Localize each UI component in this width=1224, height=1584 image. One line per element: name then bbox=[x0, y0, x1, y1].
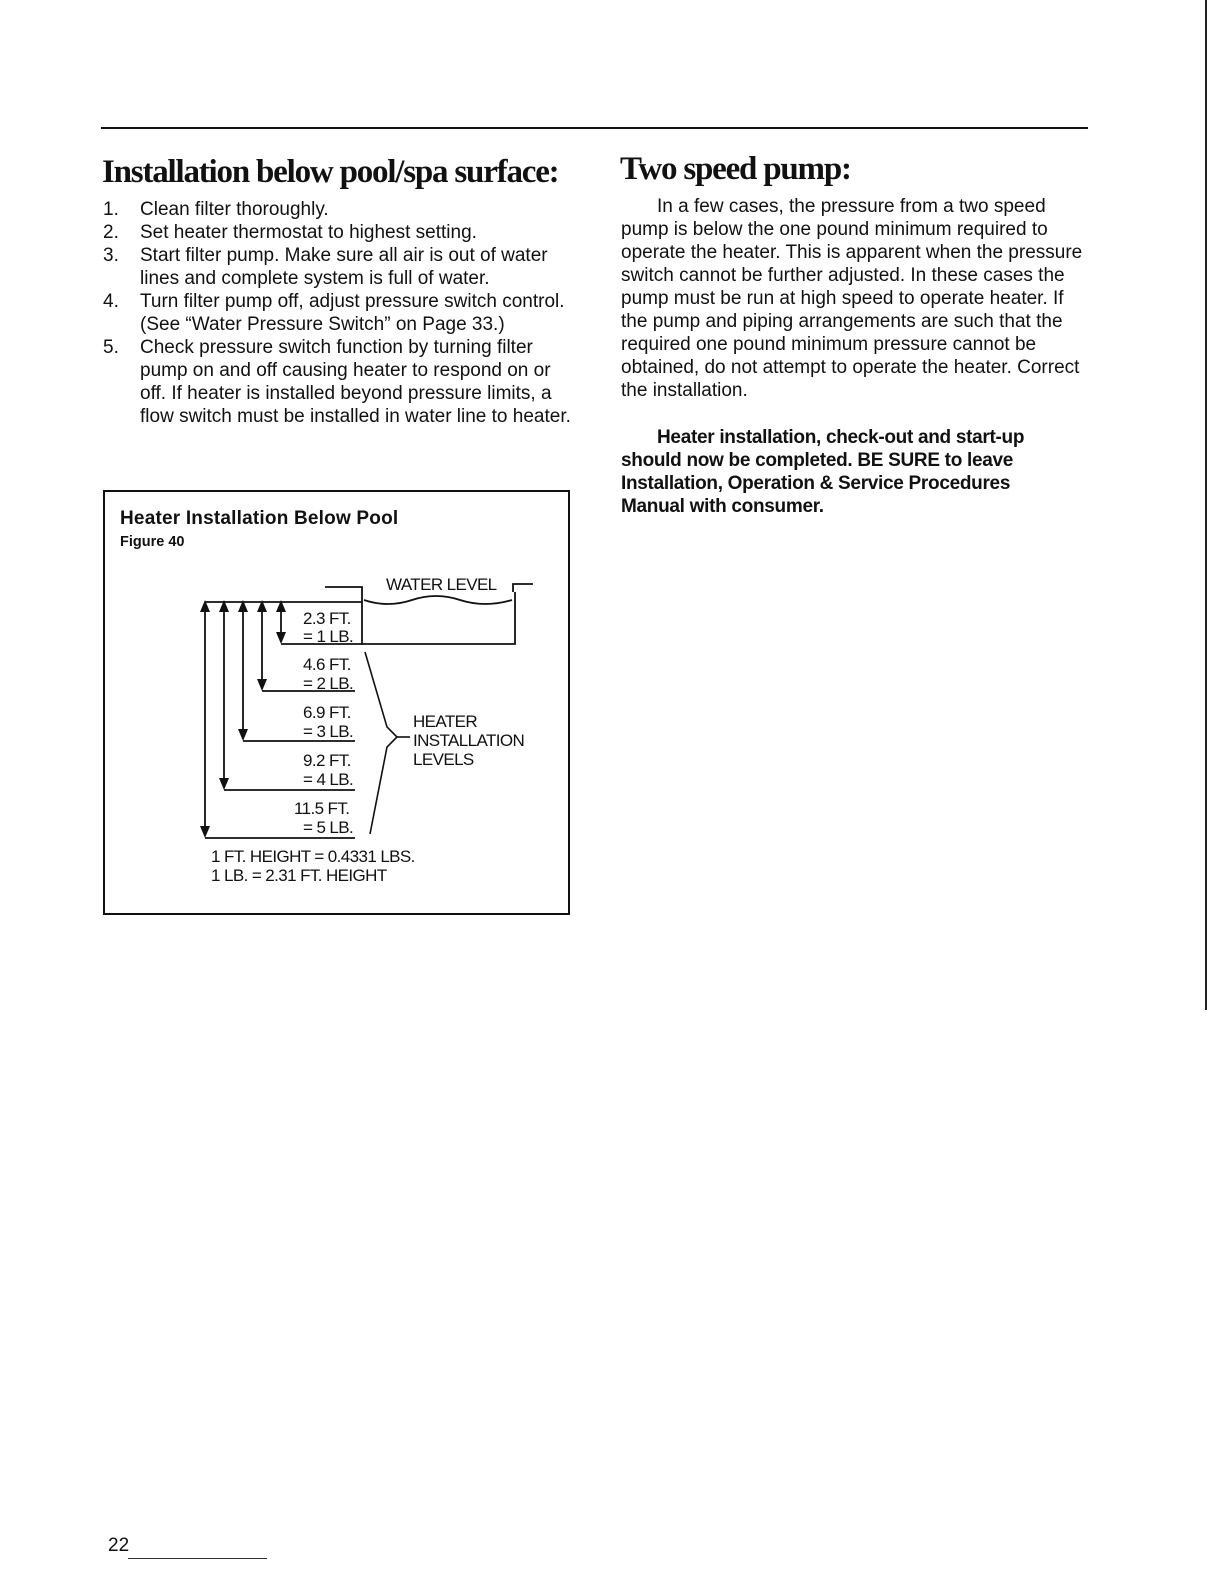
installation-steps-list bbox=[103, 198, 573, 428]
completion-notice: Heater installation, check-out and start-up should now be completed. BE SURE to leave Installation, Operation & Service Procedures Manual with consumer. bbox=[621, 427, 1025, 517]
figure-number: Figure 40 bbox=[120, 534, 185, 550]
level-5-ft: 11.5 FT. bbox=[294, 799, 350, 818]
step-text: Check pressure switch function by turning filter pump on and off causing heater to respond on or off. If heater is installed beyond pressure limits, a flow switch must be installed in water line to heater. bbox=[140, 337, 571, 427]
page-number: 22 bbox=[108, 1535, 130, 1556]
conversion-note-ft: 1 FT. HEIGHT = 0.4331 LBS. bbox=[211, 847, 415, 866]
list-item bbox=[103, 290, 573, 336]
footer-rule bbox=[128, 1558, 267, 1559]
heater-label-line-1: HEATER bbox=[413, 712, 478, 731]
two-speed-pump-paragraph: In a few cases, the pressure from a two speed pump is below the one pound minimum required to operate the heater. This is apparent when the pressure switch cannot be further adjusted. In these cases the pump must be run at high speed to operate heater. If the pump and piping arrangements are such that the required one pound minimum pressure cannot be obtained, do not attempt to operate the heater. Correct the installation. bbox=[621, 196, 1083, 401]
header-rule bbox=[101, 127, 1088, 129]
level-3-ft: 6.9 FT. bbox=[303, 703, 351, 722]
step-number: 3. bbox=[103, 245, 119, 266]
step-text: Clean filter thoroughly. bbox=[140, 199, 329, 220]
level-2-ft: 4.6 FT. bbox=[303, 655, 351, 674]
section-heading-two-speed-pump: Two speed pump: bbox=[620, 151, 851, 187]
heater-level-diagram bbox=[105, 492, 572, 917]
step-number: 1. bbox=[103, 199, 119, 220]
page-edge-rule bbox=[1205, 0, 1207, 1010]
step-number: 5. bbox=[103, 337, 119, 358]
level-4-ft: 9.2 FT. bbox=[303, 751, 351, 770]
step-text: Set heater thermostat to highest setting. bbox=[140, 222, 477, 243]
heater-label-line-3: LEVELS bbox=[413, 750, 474, 769]
level-2-lb: = 2 LB. bbox=[303, 674, 354, 693]
conversion-note-lb: 1 LB. = 2.31 FT. HEIGHT bbox=[211, 866, 387, 885]
step-text: Turn filter pump off, adjust pressure switch control. (See “Water Pressure Switch” on Page 33.) bbox=[140, 291, 565, 335]
heater-level-bracket bbox=[365, 652, 397, 834]
step-text: Start filter pump. Make sure all air is out of water lines and complete system is full of water. bbox=[140, 245, 548, 289]
section-heading-below-surface: Installation below pool/spa surface: bbox=[102, 154, 559, 190]
figure-title: Heater Installation Below Pool bbox=[120, 508, 399, 529]
step-number: 2. bbox=[103, 222, 119, 243]
water-level-label: WATER LEVEL bbox=[386, 575, 497, 594]
depth-arrows bbox=[205, 606, 281, 834]
level-4-lb: = 4 LB. bbox=[303, 770, 354, 789]
figure-40-box bbox=[103, 490, 570, 915]
list-item bbox=[103, 244, 573, 290]
level-1-lb: = 1 LB. bbox=[303, 627, 354, 646]
heater-label-line-2: INSTALLATION bbox=[413, 731, 525, 750]
list-item bbox=[103, 221, 573, 244]
level-3-lb: = 3 LB. bbox=[303, 722, 354, 741]
level-1-ft: 2.3 FT. bbox=[303, 609, 351, 628]
level-5-lb: = 5 LB. bbox=[303, 818, 354, 837]
list-item bbox=[103, 198, 573, 221]
list-item bbox=[103, 336, 573, 428]
step-number: 4. bbox=[103, 291, 119, 312]
